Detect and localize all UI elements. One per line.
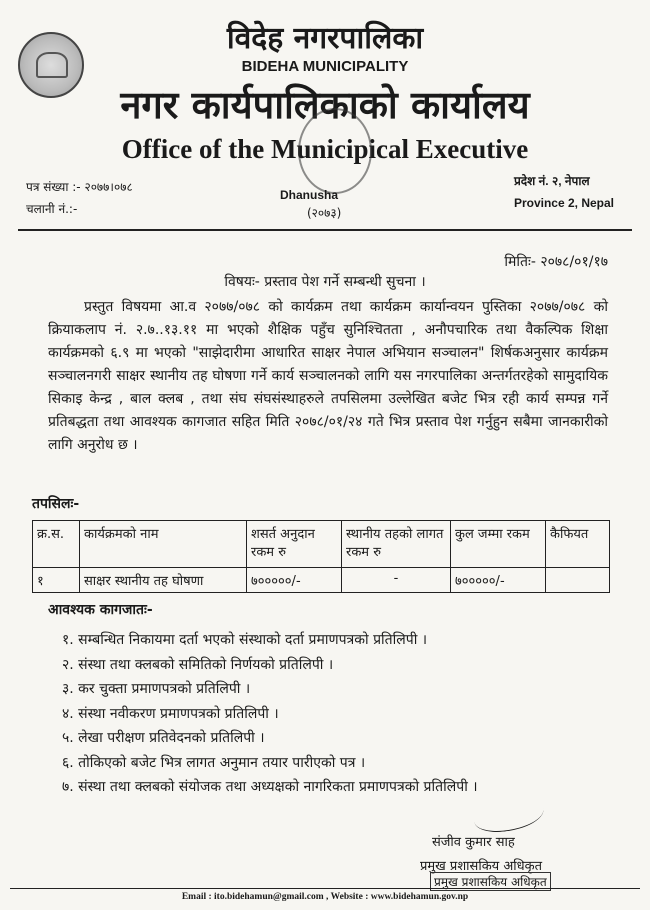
org-name-nepali: विदेह नगरपालिका <box>226 21 424 56</box>
signatory-title: प्रमुख प्रशासकिय अधिकृत <box>420 859 543 874</box>
list-item: ४. संस्था नवीकरण प्रमाणपत्रको प्रतिलिपी । <box>62 705 279 722</box>
list-item: ६. तोकिएको बजेट भित्र लागत अनुमान तयार पारीएको पत्र । <box>62 754 366 771</box>
dispatch-number: चलानी नं.:- <box>26 202 78 216</box>
budget-table <box>32 520 610 593</box>
col-grant: शसर्त अनुदान रकम रु <box>247 521 342 568</box>
table-header-row <box>33 521 610 568</box>
list-item: ५. लेखा परीक्षण प्रतिवेदनको प्रतिलिपी । <box>62 730 265 746</box>
office-seal-stamp <box>298 108 372 194</box>
province-english: Province 2, Nepal <box>513 196 614 210</box>
footer-divider <box>10 888 640 889</box>
documents-heading: आवश्यक कागजातः- <box>48 602 153 618</box>
footer-contact: Email : ito.bidehamun@gmail.com , Website : www.bidehamun.gov.np <box>181 892 469 902</box>
cell-serial: १ <box>33 568 80 593</box>
office-name-english: Office of the Municipical Executive <box>121 134 529 164</box>
cell-program: साक्षर स्थानीय तह घोषणा <box>80 568 247 593</box>
cell-local-cost: - <box>342 568 451 593</box>
province-nepali: प्रदेश नं. २, नेपाल <box>513 174 590 188</box>
signatory-stamp: प्रमुख प्रशासकिय अधिकृत <box>430 872 551 891</box>
cell-grant: ७०००००/- <box>247 568 342 593</box>
col-local-cost: स्थानीय तहको लागत रकम रु <box>342 521 451 568</box>
cell-total: ७०००००/- <box>451 568 546 593</box>
list-item: ३. कर चुक्ता प्रमाणपत्रको प्रतिलिपी । <box>62 681 251 697</box>
org-name-english: BIDEHA MUNICIPALITY <box>241 58 409 75</box>
established-year: (२०७३) <box>307 206 342 220</box>
col-total: कुल जम्मा रकम <box>451 521 546 568</box>
details-heading: तपसिलः- <box>32 496 80 512</box>
signatory-name: संजीव कुमार साह <box>432 835 515 850</box>
documents-list <box>62 628 478 800</box>
col-serial: क्र.स. <box>33 521 80 568</box>
letter-date: मितिः- २०७८/०१/१७ <box>504 254 608 270</box>
header-divider <box>18 229 632 231</box>
letter-body: प्रस्तुत विषयमा आ.व २०७७/०७८ को कार्यक्रम तथा कार्यक्रम कार्यान्वयन पुस्तिका २०७७/०७८ को क्रियाकलाप नं. २.७..१३.११ मा भएको शैक्षिक पहुँच सुनिश्चितता , अनौपचारिक तथा वैकल्पिक शिक्षा कार्यक्रमको ६.९ मा भएको "साझेदारीमा आधारित साक्षर नेपाल अभियान सञ्चालन" शिर्षकअनुसार कार्यक्रम सञ्चालनगरी साक्षर स्थानीय तह घोषणा गर्ने कार्य सञ्चालनको लागि यस नगरपालिका अन्तर्गतरहेको सामुदायिक सिकाइ केन्द्र , बाल क्लब , तथा संघ संघसंस्थाहरुले तपसिलमा उल्लेखित बजेट भित्र रही कार्य सम्पन्न गर्ने प्रतिबद्धता तथा आवश्यक कागजात सहित मिति २०७८/०१/२४ गते भित्र प्रस्ताव पेश गर्नुहुन सबैमा जानकारीको लागि अनुरोध छ । <box>48 299 608 453</box>
district-label: Dhanusha <box>280 188 339 202</box>
col-remarks: कैफियत <box>546 521 610 568</box>
cell-remarks <box>546 568 610 593</box>
list-item: २. संस्था तथा क्लबको समितिको निर्णयको प्रतिलिपी । <box>62 656 334 673</box>
list-item: १. सम्बन्धित निकायमा दर्ता भएको संस्थाको दर्ता प्रमाणपत्रको प्रतिलिपी । <box>62 632 428 648</box>
col-program: कार्यक्रमको नाम <box>80 521 247 568</box>
office-name-nepali: नगर कार्यपालिकाको कार्यालय <box>120 83 530 127</box>
table-row <box>33 568 610 593</box>
letter-subject: विषयः- प्रस्ताव पेश गर्ने सम्बन्धी सुचना । <box>224 274 426 290</box>
reference-block <box>26 176 133 220</box>
signature <box>473 796 546 834</box>
ref-number: पत्र संख्या :- २०७७।०७८ <box>26 180 133 194</box>
province-block <box>514 170 614 214</box>
list-item: ७. संस्था तथा क्लबको संयोजक तथा अध्यक्षको नागरिकता प्रमाणपत्रको प्रतिलिपी । <box>62 779 478 795</box>
